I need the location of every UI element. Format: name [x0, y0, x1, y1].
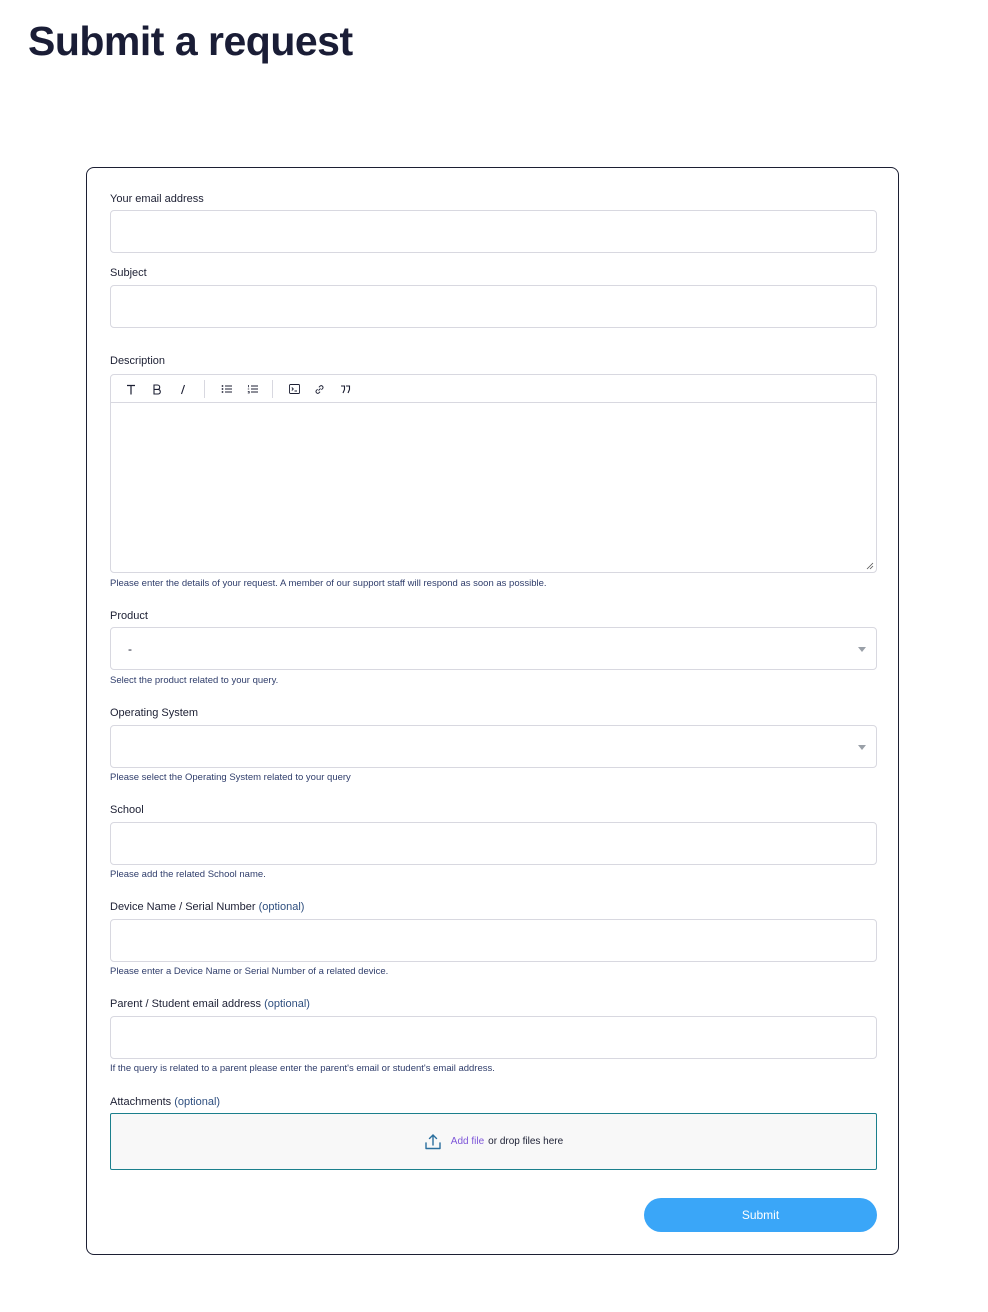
school-label: School: [110, 804, 144, 816]
school-field-wrapper: [110, 822, 877, 865]
parent-email-hint: If the query is related to a parent please enter the parent's email or student's email address.: [110, 1063, 495, 1074]
request-form: [86, 167, 899, 1255]
optional-tag: (optional): [264, 998, 310, 1010]
bold-icon[interactable]: [149, 381, 165, 397]
subject-label: Subject: [110, 267, 147, 279]
editor-toolbar: [111, 375, 876, 403]
operating-system-select[interactable]: [110, 725, 877, 768]
italic-icon[interactable]: [175, 381, 191, 397]
upload-icon: [424, 1133, 442, 1151]
submit-button[interactable]: Submit: [644, 1198, 877, 1232]
attachments-dropzone[interactable]: [110, 1113, 877, 1170]
code-block-icon[interactable]: [286, 381, 302, 397]
text-format-icon[interactable]: [123, 381, 139, 397]
description-text-area[interactable]: [111, 404, 876, 572]
email-field-wrapper: [110, 210, 877, 253]
device-hint: Please enter a Device Name or Serial Number of a related device.: [110, 966, 389, 977]
operating-system-hint: Please select the Operating System related to your query: [110, 772, 351, 783]
device-label-text: Device Name / Serial Number: [110, 901, 256, 913]
device-label: [110, 901, 304, 913]
school-field[interactable]: [111, 823, 876, 864]
product-selected-value: -: [128, 642, 132, 656]
optional-tag: (optional): [174, 1096, 221, 1108]
toolbar-divider: [204, 380, 205, 398]
email-label: Your email address: [110, 193, 204, 205]
product-select[interactable]: [110, 627, 877, 670]
parent-email-field-wrapper: [110, 1016, 877, 1059]
link-icon[interactable]: [311, 381, 327, 397]
description-editor: [110, 374, 877, 573]
drop-files-text: or drop files here: [488, 1136, 564, 1147]
chevron-down-icon: [858, 647, 866, 652]
subject-field-wrapper: [110, 285, 877, 328]
subject-field[interactable]: [111, 286, 876, 327]
parent-email-label: [110, 998, 310, 1010]
numbered-list-icon[interactable]: [244, 381, 260, 397]
product-hint: Select the product related to your query.: [110, 675, 279, 686]
chevron-down-icon: [858, 745, 866, 750]
device-field[interactable]: [111, 920, 876, 961]
attachments-label-text: Attachments: [110, 1096, 172, 1108]
quote-icon[interactable]: [337, 381, 353, 397]
parent-email-field[interactable]: [111, 1017, 876, 1058]
optional-tag: (optional): [258, 901, 305, 913]
toolbar-divider: [272, 380, 273, 398]
attachments-label: [110, 1096, 220, 1108]
bulleted-list-icon[interactable]: [218, 381, 234, 397]
product-label: Product: [110, 610, 148, 622]
description-hint: Please enter the details of your request. A member of our support staff will respond as soon as possible.: [110, 578, 547, 589]
resize-grip-icon[interactable]: [866, 562, 874, 570]
email-field[interactable]: [111, 211, 876, 252]
device-field-wrapper: [110, 919, 877, 962]
parent-email-label-text: Parent / Student email address: [110, 998, 262, 1010]
description-label: Description: [110, 355, 166, 367]
operating-system-label: Operating System: [110, 707, 199, 719]
dropzone-content: [111, 1114, 876, 1169]
add-file-link[interactable]: Add file: [450, 1136, 485, 1147]
school-hint: Please add the related School name.: [110, 869, 266, 880]
page-title: Submit a request: [28, 18, 353, 64]
